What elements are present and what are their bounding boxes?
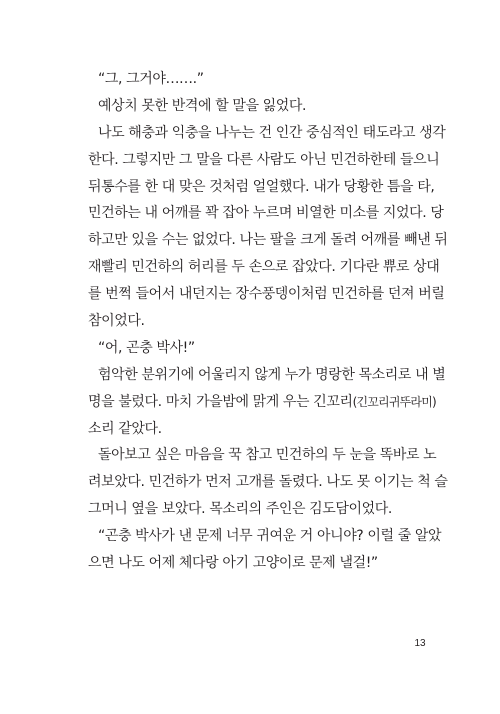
text-line: 하고만 있을 수는 없었다. 나는 팔을 크게 돌려 어깨를 빼낸 뒤 <box>88 232 448 249</box>
text-line: 한다. 그렇지만 그 말을 다른 사람도 아닌 민건하한테 들으니 <box>88 151 440 168</box>
text-line: 나도 해충과 익충을 나누는 건 인간 중심적인 태도라고 생각 <box>98 124 446 141</box>
body-text <box>88 66 448 577</box>
text-line: 재빨리 민건하의 허리를 두 손으로 잡았다. 기다란 쀼로 상대 <box>88 259 440 276</box>
text-line: “그, 그거야…….” <box>98 71 204 87</box>
text-line: “어, 곤충 박사!” <box>98 339 195 356</box>
text-line: 참이었다. <box>88 313 145 330</box>
text-line <box>88 389 436 416</box>
text-line-main: 명을 불렀다. 마치 가을밤에 맑게 우는 긴꼬리 <box>88 393 353 410</box>
text-line: 그머니 옆을 보았다. 목소리의 주인은 김도담이었다. <box>88 501 392 518</box>
text-line: 민건하는 내 어깨를 꽉 잡아 누르며 비열한 미소를 지었다. 당 <box>88 205 444 222</box>
text-line: 려보았다. 민건하가 먼저 고개를 돌렸다. 나도 못 이기는 척 슬 <box>88 474 448 491</box>
text-line: 뒤통수를 한 대 맞은 것처럼 얼얼했다. 내가 당황한 틈을 타, <box>88 178 435 195</box>
text-line: 험악한 분위기에 어울리지 않게 누가 명랑한 목소리로 내 별 <box>98 366 446 383</box>
text-line: “곤충 박사가 낸 문제 너무 귀여운 거 아니야? 이럴 줄 알았 <box>98 528 442 545</box>
text-line: 예상치 못한 반격에 할 말을 잃었다. <box>98 97 307 114</box>
text-line: 돌아보고 싶은 마음을 꾹 참고 민건하의 두 눈을 똑바로 노 <box>98 447 437 464</box>
text-line: 를 번쩍 들어서 내던지는 장수풍뎅이처럼 민건하를 던져 버릴 <box>88 286 445 303</box>
page-number: 13 <box>414 638 426 649</box>
text-line: 소리 같았다. <box>88 420 162 437</box>
text-line: 으면 나도 어제 체다랑 아기 고양이로 문제 낼걸!” <box>88 555 378 572</box>
annotation-text: (긴꼬리귀뚜라미) <box>352 394 436 409</box>
